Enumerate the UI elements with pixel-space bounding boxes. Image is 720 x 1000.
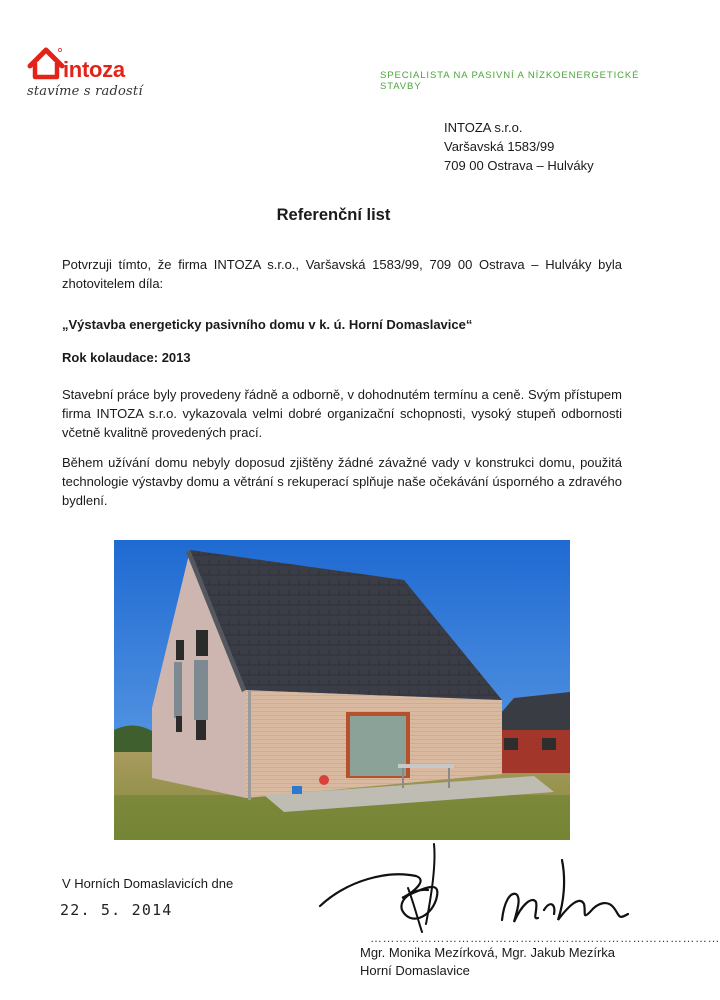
place-line: V Horních Domaslavicích dne (62, 876, 234, 891)
project-name: „Výstavba energeticky pasivního domu v k. ú. Horní Domaslavice“ (62, 317, 473, 332)
address-line-city: 709 00 Ostrava – Hulváky (444, 158, 594, 173)
signatories (360, 944, 615, 980)
signature-line: ………………………………………………………………………… (370, 931, 720, 945)
confirmation-paragraph: Potvrzuji tímto, že firma INTOZA s.r.o., Varšavská 1583/99, 709 00 Ostrava – Hulváky byla zhotovitelem díla: (62, 257, 622, 291)
signature-date: 22. 5. 2014 (60, 901, 173, 919)
work-quality-paragraph: Stavební práce byly provedeny řádně a odborně, v dohodnutém termínu a ceně. Svým přístupem firma INTOZA s.r.o. vykazovala velmi dobré organizační schopnosti, vysoký stupeň odbornosti včetně kvalitně provedených prací. (62, 387, 622, 440)
approval-year: Rok kolaudace: 2013 (62, 350, 191, 365)
house-photo (114, 540, 570, 840)
signer-names: Mgr. Monika Mezírková, Mgr. Jakub Mezírka (360, 945, 616, 960)
recipient-address (444, 118, 594, 175)
handwritten-signature (318, 840, 648, 935)
usage-paragraph: Během užívání domu nebyly doposud zjištěny žádné závažné vady v konstrukci domu, použitá technologie výstavby domu a větrání s rekuperací splňuje naše očekávání úsporného a zdravého bydlení. (62, 455, 622, 508)
logo-slogan: stavíme s radostí (27, 84, 143, 99)
logo-text: intoza (63, 57, 125, 82)
house-logo-icon (26, 46, 66, 80)
address-line-street: Varšavská 1583/99 (444, 139, 555, 154)
company-tagline: SPECIALISTA NA PASIVNÍ A NÍZKOENERGETICKÉ STAVBY (380, 70, 640, 92)
signer-location: Horní Domaslavice (360, 963, 470, 978)
company-logo (26, 42, 146, 102)
document-title: Referenční list (276, 206, 391, 224)
address-line-company: INTOZA s.r.o. (444, 120, 523, 135)
